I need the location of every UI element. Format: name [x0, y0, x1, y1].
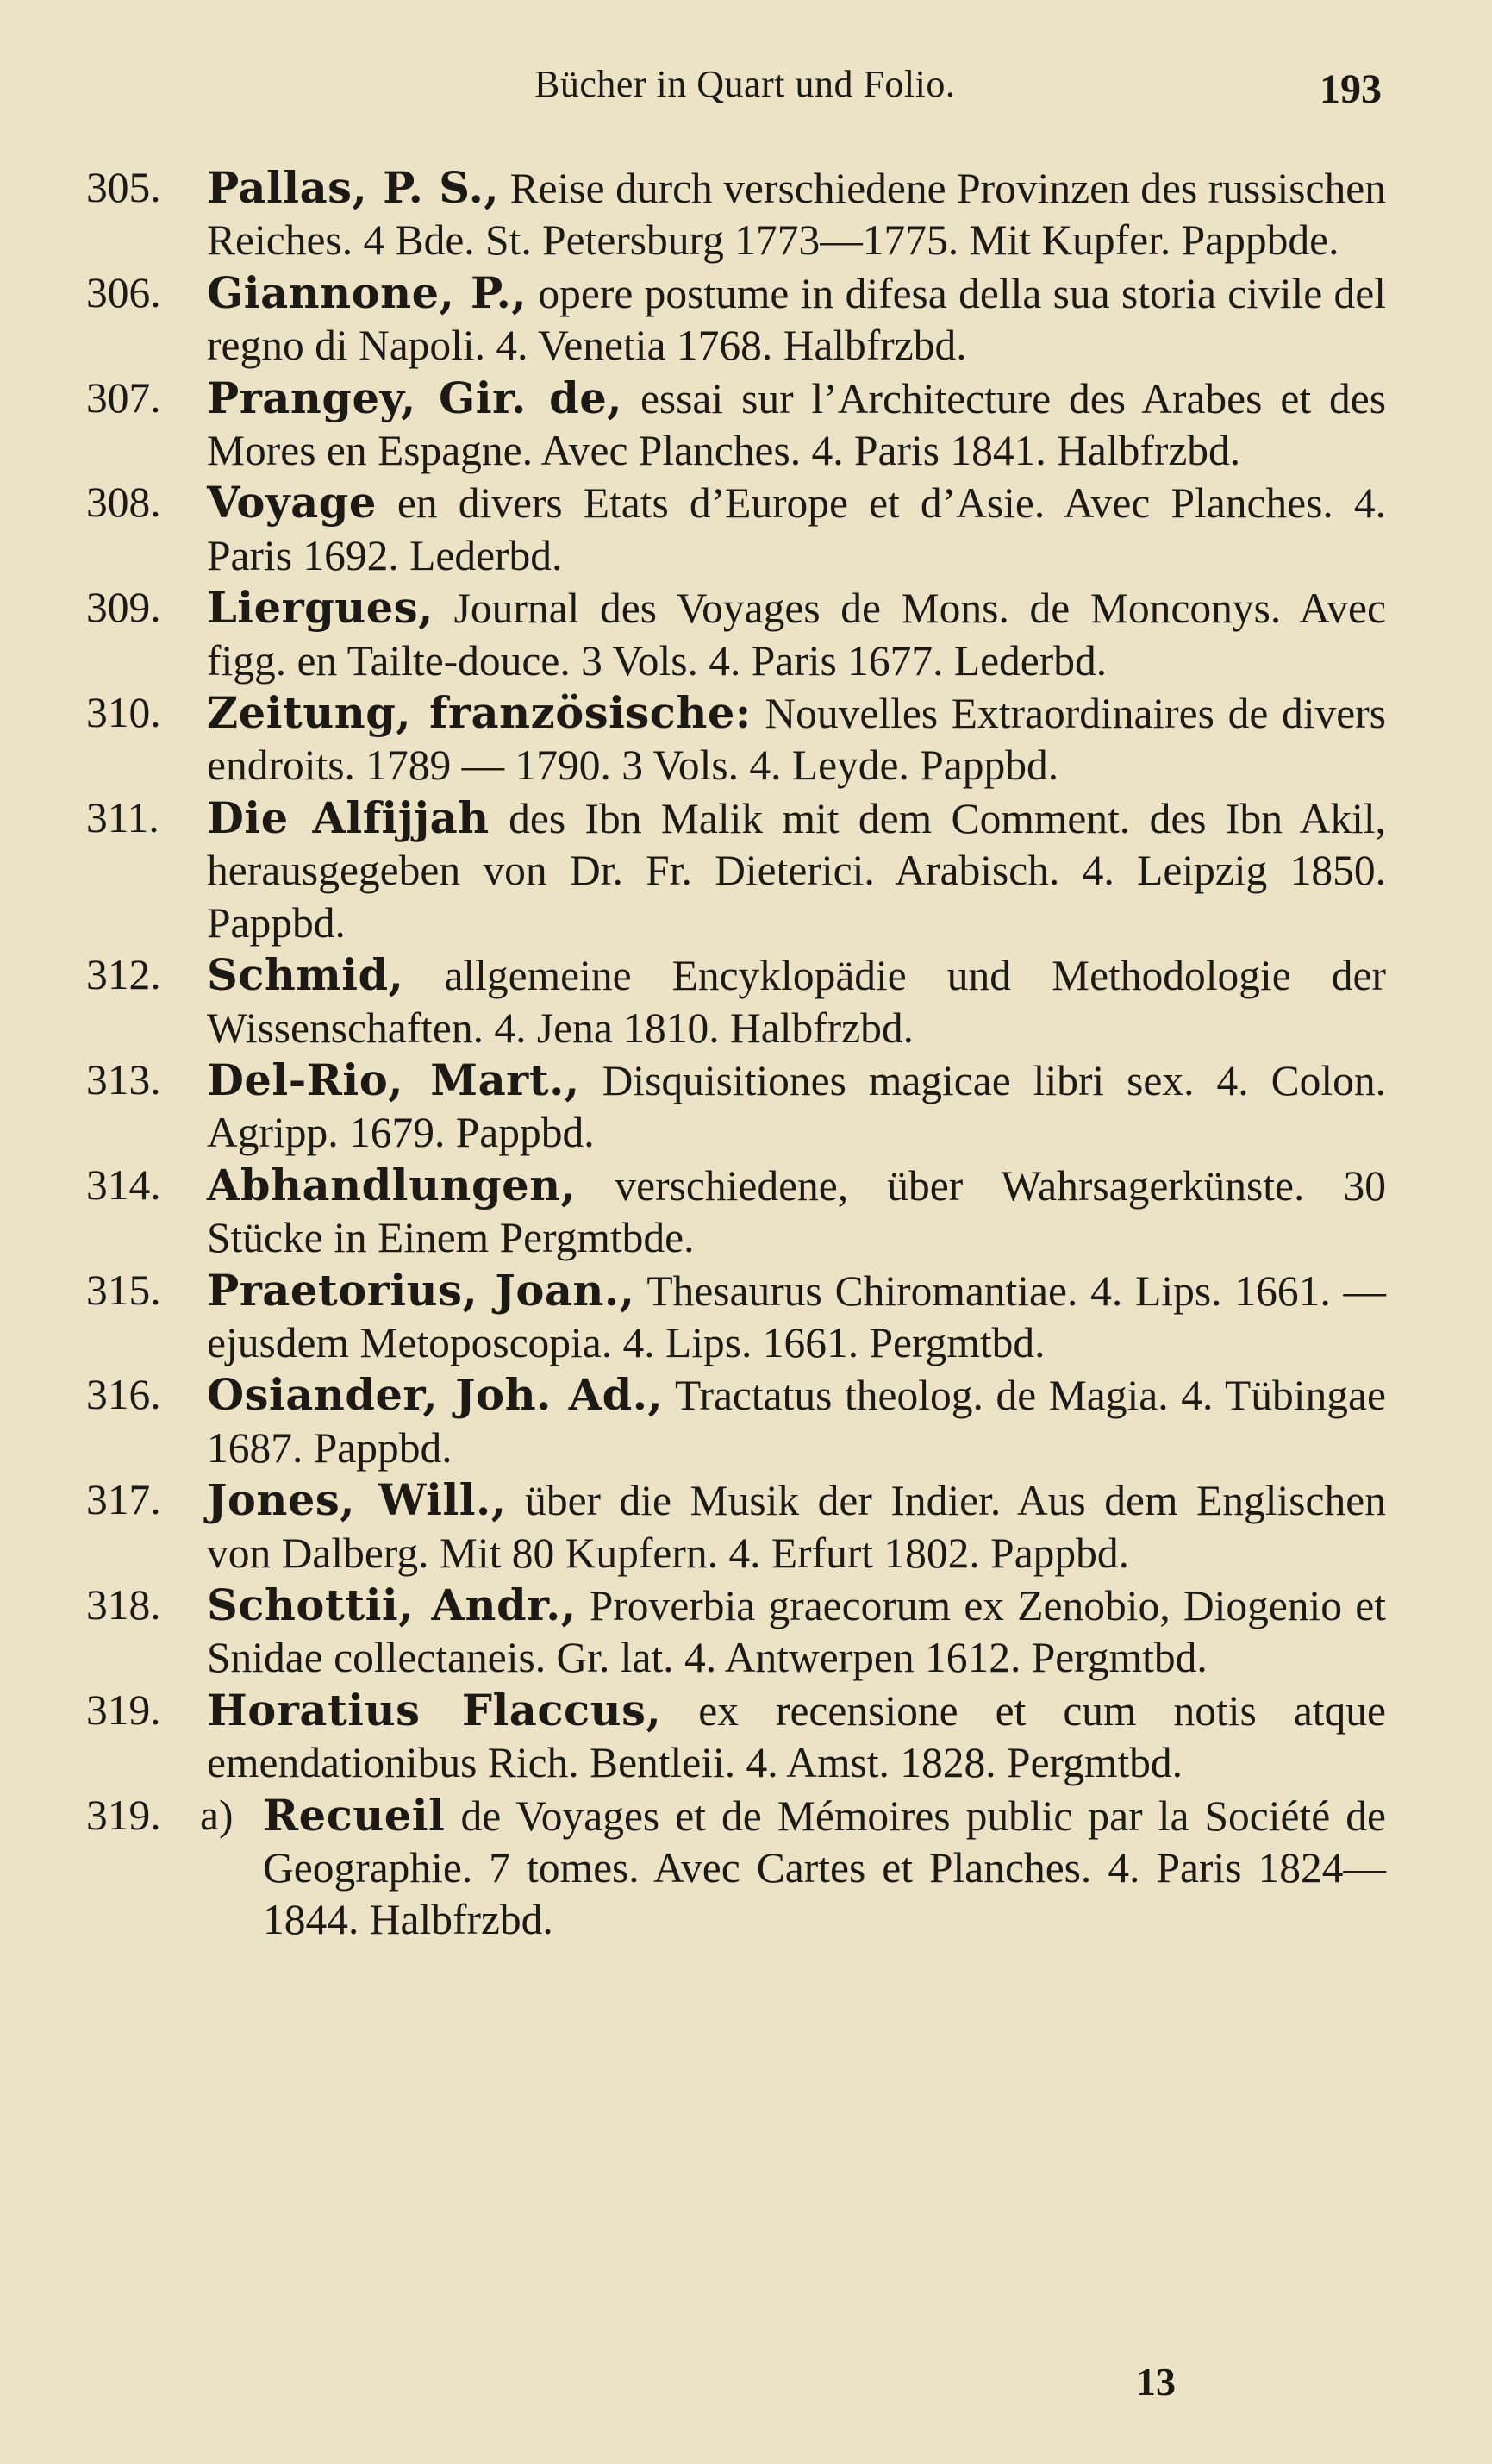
catalog-entry: [86, 162, 1386, 267]
page-number: 193: [1320, 66, 1382, 112]
entry-number: 308.: [86, 478, 161, 527]
entry-name: Zeitung, französische:: [207, 688, 752, 739]
entry-number: 316.: [86, 1371, 161, 1419]
catalog-entry: [86, 1369, 1386, 1474]
entry-text: des Ibn Malik mit dem Comment. des Ibn Akil, herausgegeben von Dr. Fr. Dieterici. Arabisch. 4. Leipzig 1850. Pappbd.: [207, 794, 1386, 947]
entry-text: Disquisitiones magicae libri sex. 4. Colon. Agripp. 1679. Pappbd.: [207, 1056, 1387, 1157]
signature-mark: 13: [1136, 2360, 1176, 2404]
entry-name: Schottii, Andr.,: [207, 1579, 577, 1630]
catalog-entry: [86, 792, 1386, 949]
entry-name: Die Alfijjah: [207, 792, 490, 843]
entry-text: ex recensione et cum notis atque emendationibus Rich. Bentleii. 4. Amst. 1828. Pergmtbd.: [207, 1686, 1387, 1787]
entry-number: 319.: [86, 1685, 161, 1734]
catalog-entry: [86, 477, 1386, 582]
catalog-entry: [86, 687, 1386, 792]
entry-text: Proverbia graecorum ex Zenobio, Diogenio et Snidae collectaneis. Gr. lat. 4. Antwerpen 1612. Pergmtbd.: [207, 1581, 1386, 1682]
catalog-entry: [86, 267, 1386, 372]
entry-name: Praetorius, Joan.,: [207, 1265, 635, 1316]
catalog-entry: [86, 1579, 1386, 1685]
catalog-entry: [86, 1265, 1386, 1370]
entry-text: verschiedene, über Wahrsagerkünste. 30 Stücke in Einem Pergmtbde.: [207, 1161, 1386, 1262]
entry-number: 315.: [86, 1266, 161, 1314]
entry-name: Horatius Flaccus,: [207, 1685, 662, 1735]
entry-text: opere postume in difesa della sua storia civile del regno di Napoli. 4. Venetia 1768. Halbfrzbd.: [207, 269, 1387, 370]
entry-number: 310.: [86, 689, 161, 737]
catalog-sub-entry: [86, 1790, 1386, 1947]
entry-name: Voyage: [207, 478, 377, 528]
entry-number: 312.: [86, 951, 161, 999]
running-header: Bücher in Quart und Folio.: [534, 63, 956, 105]
entry-name: Recueil: [263, 1790, 446, 1841]
catalog-entry: [86, 1054, 1386, 1160]
entry-number: 317.: [86, 1476, 161, 1524]
entry-name: Liergues,: [207, 583, 434, 634]
entry-number: 309.: [86, 584, 161, 632]
entry-text: über die Musik der Indier. Aus dem Englischen von Dalberg. Mit 80 Kupfern. 4. Erfurt 1802. Pappbd.: [207, 1477, 1387, 1577]
entry-number: 311.: [86, 793, 159, 841]
entry-text: essai sur l’Architecture des Arabes et des Mores en Espagne. Avec Planches. 4. Paris 1841. Halbfrzbd.: [207, 374, 1386, 475]
entry-number: 319.: [86, 1791, 161, 1839]
catalog-entry: [86, 372, 1386, 478]
entry-name: Schmid,: [207, 950, 404, 1001]
entry-number: 318.: [86, 1580, 161, 1629]
entry-text: allgemeine Encyklopädie und Methodologie der Wissenschaften. 4. Jena 1810. Halbfrzbd.: [207, 952, 1387, 1052]
sub-entry-mark: a): [200, 1791, 234, 1839]
entry-name: Abhandlungen,: [207, 1160, 577, 1210]
entry-text: Reise durch verschiedene Provinzen des russischen Reiches. 4 Bde. St. Petersburg 1773—1775. Mit Kupfer. Pappbde.: [207, 165, 1386, 265]
catalog-entry: [86, 1160, 1386, 1265]
entry-number: 306.: [86, 268, 161, 316]
entry-text: Thesaurus Chiromantiae. 4. Lips. 1661. — ejusdem Metoposcopia. 4. Lips. 1661. Pergmtbd.: [207, 1266, 1387, 1366]
entry-name: Del-Rio, Mart.,: [207, 1054, 580, 1105]
catalog-entry: [86, 949, 1386, 1054]
entry-name: Osiander, Joh. Ad.,: [207, 1370, 664, 1421]
entry-text: Nouvelles Extraordinaires de divers endroits. 1789 — 1790. 3 Vols. 4. Leyde. Pappbd.: [207, 690, 1386, 790]
catalog-entry: [86, 1474, 1386, 1579]
entry-number: 313.: [86, 1055, 161, 1104]
catalog-entry: [86, 582, 1386, 687]
entry-number: 314.: [86, 1160, 161, 1209]
entry-number: 307.: [86, 373, 161, 422]
entry-number: 305.: [86, 164, 161, 211]
entry-text: Journal des Voyages de Mons. de Monconys. Avec figg. en Tailte-douce. 3 Vols. 4. Paris 1677. Lederbd.: [207, 585, 1386, 685]
entry-name: Jones, Will.,: [207, 1475, 507, 1526]
catalog-entries: [86, 162, 1386, 1947]
entry-text: de Voyages et de Mémoires public par la Société de Geographie. 7 tomes. Avec Cartes et Planches. 4. Paris 1824—1844. Halbfrzbd.: [263, 1792, 1386, 1944]
entry-name: Prangey, Gir. de,: [207, 372, 622, 423]
catalog-entry: [86, 1685, 1386, 1790]
entry-name: Pallas, P. S.,: [207, 163, 500, 213]
entry-name: Giannone, P.,: [207, 267, 528, 318]
entry-text: Tractatus theolog. de Magia. 4. Tübingae 1687. Pappbd.: [207, 1372, 1386, 1472]
entry-text: en divers Etats d’Europe et d’Asie. Avec Planches. 4. Paris 1692. Lederbd.: [207, 479, 1387, 579]
